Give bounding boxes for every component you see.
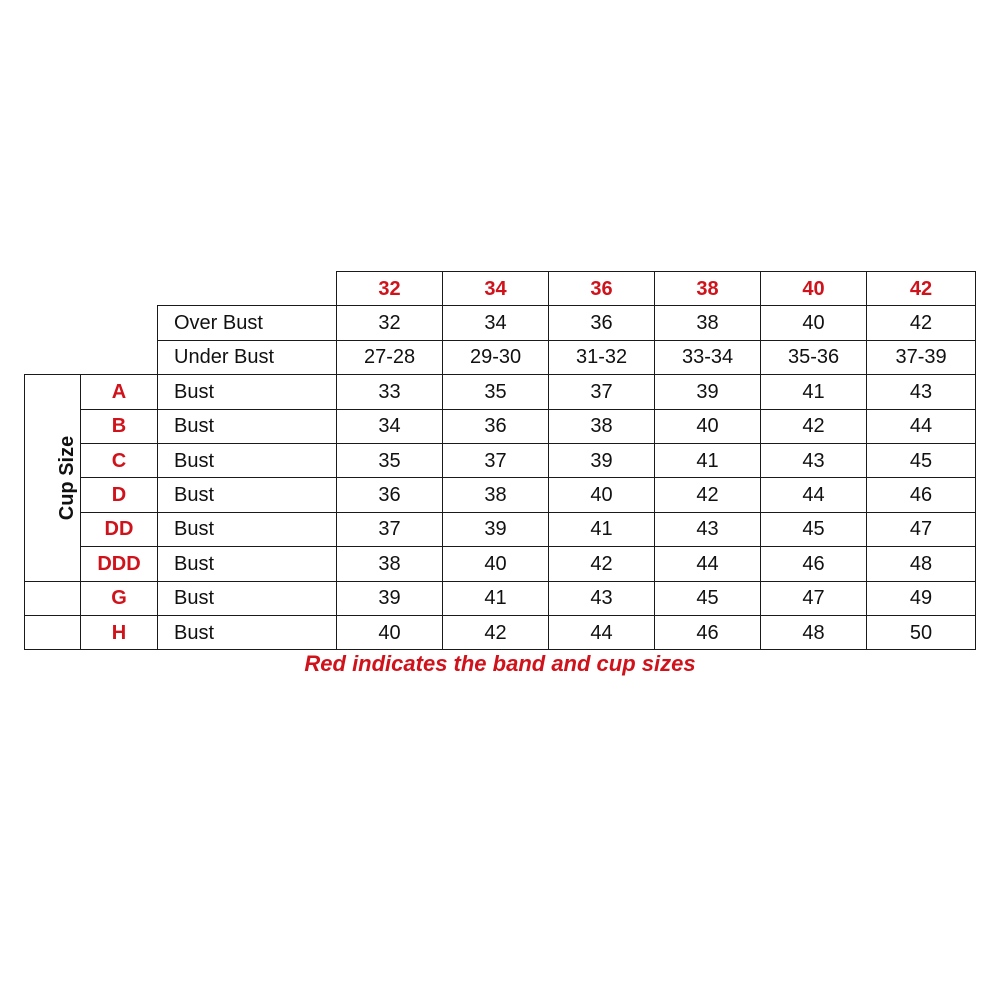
bust-value: 39 [443, 512, 549, 546]
bust-value: 50 [867, 615, 976, 649]
bust-value: 44 [867, 409, 976, 443]
over-bust-value: 38 [655, 306, 761, 340]
bust-label: Bust [158, 615, 337, 649]
over-bust-value: 42 [867, 306, 976, 340]
blank-cell [25, 272, 337, 306]
size-table [24, 271, 976, 650]
table-body [25, 272, 976, 650]
under-bust-value: 27-28 [337, 340, 443, 374]
under-bust-value: 31-32 [549, 340, 655, 374]
bust-value: 45 [655, 581, 761, 615]
bust-value: 41 [549, 512, 655, 546]
bust-value: 34 [337, 409, 443, 443]
over-bust-row [25, 306, 976, 340]
bust-value: 39 [655, 375, 761, 409]
cup-letter: D [81, 478, 158, 512]
over-bust-value: 36 [549, 306, 655, 340]
cup-letter: DD [81, 512, 158, 546]
bust-value: 45 [761, 512, 867, 546]
cup-letter: A [81, 375, 158, 409]
bust-value: 43 [761, 443, 867, 477]
bust-label: Bust [158, 409, 337, 443]
bust-value: 38 [443, 478, 549, 512]
over-bust-value: 32 [337, 306, 443, 340]
bust-value: 40 [337, 615, 443, 649]
bust-value: 49 [867, 581, 976, 615]
blank-cell [25, 340, 158, 374]
bust-value: 33 [337, 375, 443, 409]
cup-letter: G [81, 581, 158, 615]
legend-note: Red indicates the band and cup sizes [304, 651, 696, 676]
empty-side-cell [25, 615, 81, 649]
blank-cell [25, 306, 158, 340]
cup-letter: H [81, 615, 158, 649]
bust-value: 36 [443, 409, 549, 443]
under-bust-label: Under Bust [158, 340, 337, 374]
bust-label: Bust [158, 581, 337, 615]
bust-value: 45 [867, 443, 976, 477]
bust-value: 44 [549, 615, 655, 649]
band-size-header: 38 [655, 272, 761, 306]
band-size-header: 32 [337, 272, 443, 306]
cup-row [25, 512, 976, 546]
cup-letter: DDD [81, 547, 158, 581]
under-bust-value: 37-39 [867, 340, 976, 374]
cup-row [25, 581, 976, 615]
cup-row [25, 443, 976, 477]
cup-row [25, 375, 976, 409]
bust-value: 46 [761, 547, 867, 581]
bust-value: 40 [655, 409, 761, 443]
over-bust-value: 40 [761, 306, 867, 340]
bust-value: 48 [761, 615, 867, 649]
bust-value: 39 [549, 443, 655, 477]
bust-value: 47 [867, 512, 976, 546]
bust-value: 38 [337, 547, 443, 581]
cup-size-label-cell [25, 375, 81, 581]
cup-letter: B [81, 409, 158, 443]
bust-value: 42 [655, 478, 761, 512]
bust-value: 35 [443, 375, 549, 409]
bust-value: 42 [761, 409, 867, 443]
bust-value: 43 [867, 375, 976, 409]
under-bust-value: 29-30 [443, 340, 549, 374]
bust-value: 41 [443, 581, 549, 615]
bust-value: 41 [655, 443, 761, 477]
band-size-header: 34 [443, 272, 549, 306]
band-size-header: 42 [867, 272, 976, 306]
cup-row [25, 478, 976, 512]
band-size-header: 36 [549, 272, 655, 306]
band-size-row [25, 272, 976, 306]
band-size-header: 40 [761, 272, 867, 306]
bust-value: 36 [337, 478, 443, 512]
bust-value: 37 [443, 443, 549, 477]
bust-label: Bust [158, 512, 337, 546]
bust-value: 40 [443, 547, 549, 581]
cup-letter: C [81, 443, 158, 477]
cup-size-label: Cup Size [56, 435, 79, 521]
bust-value: 38 [549, 409, 655, 443]
over-bust-value: 34 [443, 306, 549, 340]
bust-value: 44 [761, 478, 867, 512]
cup-row [25, 409, 976, 443]
bust-value: 43 [655, 512, 761, 546]
bust-value: 43 [549, 581, 655, 615]
bust-value: 48 [867, 547, 976, 581]
bust-label: Bust [158, 443, 337, 477]
bust-value: 39 [337, 581, 443, 615]
under-bust-value: 33-34 [655, 340, 761, 374]
bust-value: 47 [761, 581, 867, 615]
bust-value: 42 [443, 615, 549, 649]
bust-value: 46 [655, 615, 761, 649]
over-bust-label: Over Bust [158, 306, 337, 340]
cup-row [25, 547, 976, 581]
bust-value: 40 [549, 478, 655, 512]
cup-row [25, 615, 976, 649]
bust-value: 37 [337, 512, 443, 546]
empty-side-cell [25, 581, 81, 615]
under-bust-value: 35-36 [761, 340, 867, 374]
bust-value: 37 [549, 375, 655, 409]
bust-label: Bust [158, 375, 337, 409]
bust-value: 46 [867, 478, 976, 512]
bust-value: 35 [337, 443, 443, 477]
bust-value: 42 [549, 547, 655, 581]
bust-label: Bust [158, 547, 337, 581]
bust-value: 44 [655, 547, 761, 581]
bust-label: Bust [158, 478, 337, 512]
under-bust-row [25, 340, 976, 374]
bust-value: 41 [761, 375, 867, 409]
